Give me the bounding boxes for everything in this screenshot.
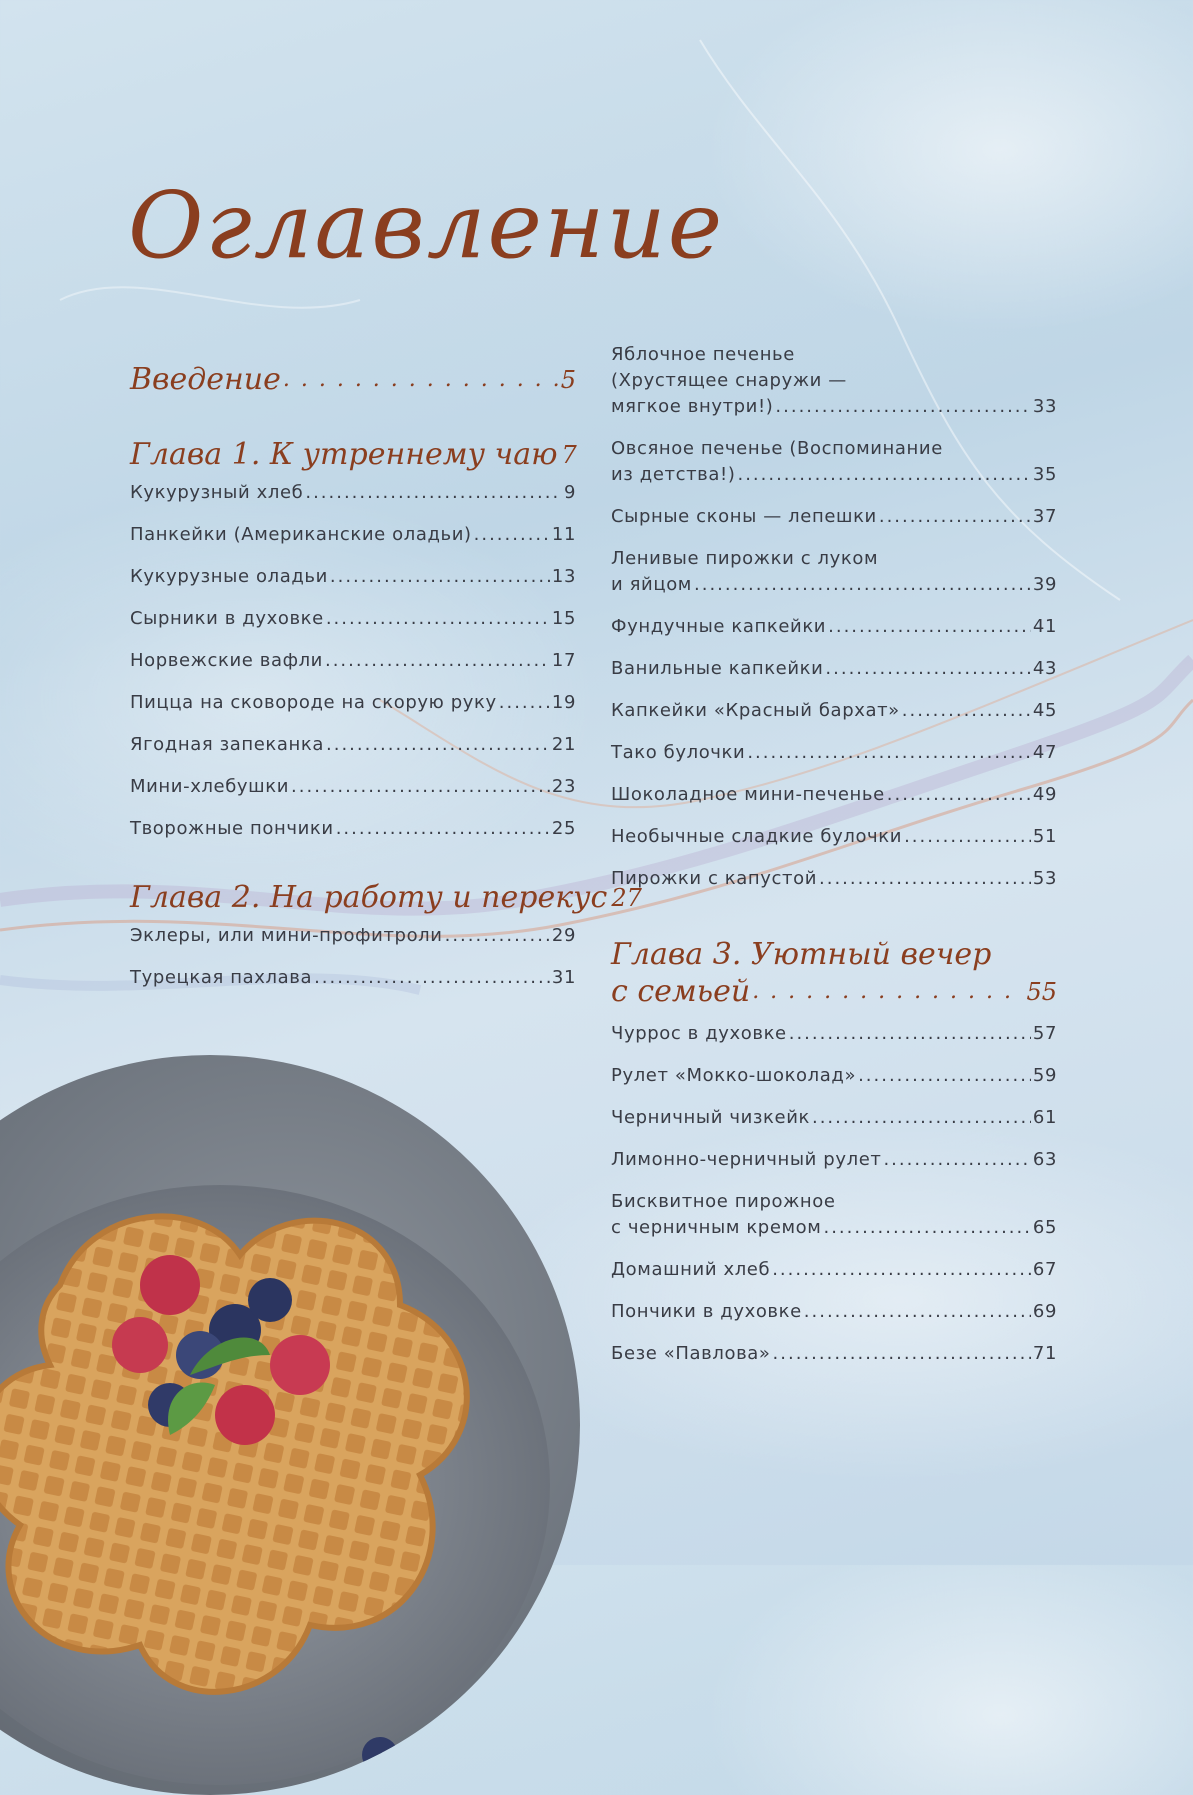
entry-label: Фундучные капкейки: [611, 616, 827, 637]
entry-page: 67: [1032, 1259, 1057, 1280]
entry-page: 31: [551, 967, 576, 988]
toc-left-column: [130, 360, 642, 991]
entry-page: 13: [551, 566, 576, 587]
entry-label-line: (Хрустящее снаружи —: [611, 370, 847, 391]
entry-label: Безе «Павлова»: [611, 1343, 771, 1364]
entry-label-line: Ленивые пирожки с луком: [611, 548, 879, 569]
dot-leader: [445, 923, 550, 949]
dot-leader: [887, 782, 1031, 808]
dot-leader: [883, 1147, 1030, 1173]
entry-label-line: Бисквитное пирожное: [611, 1191, 836, 1212]
entry-page: 71: [1032, 1343, 1057, 1364]
chapter-1-label: Глава 1. К утреннему чаю: [130, 437, 558, 472]
entry-label-line: с черничным кремом: [611, 1217, 822, 1238]
toc-entry[interactable]: [130, 480, 576, 506]
toc-entry[interactable]: [130, 923, 576, 949]
toc-entry[interactable]: [130, 816, 576, 842]
toc-intro-label: Введение: [130, 362, 281, 397]
dot-leader: [819, 866, 1031, 892]
toc-chapter-3[interactable]: [611, 938, 1057, 1009]
entry-page: 61: [1032, 1107, 1057, 1128]
dot-leader: [737, 462, 1030, 488]
entry-label: Пончики в духовке: [611, 1301, 802, 1322]
toc-entry[interactable]: [130, 606, 576, 632]
entry-page: 17: [551, 650, 576, 671]
toc-entry[interactable]: [611, 342, 1057, 420]
toc-entry[interactable]: [611, 782, 1057, 808]
entry-page: 41: [1032, 616, 1057, 637]
entry-page: 39: [1032, 574, 1057, 595]
toc-entry[interactable]: [130, 732, 576, 758]
dot-leader: [752, 972, 1024, 1009]
chapter-2-label: Глава 2. На работу и перекус: [130, 880, 608, 915]
dot-leader: [326, 732, 550, 758]
entry-label: Лимонно-черничный рулет: [611, 1149, 882, 1170]
dot-leader: [804, 1299, 1031, 1325]
dot-leader: [474, 522, 550, 548]
toc-entry[interactable]: [130, 690, 576, 716]
toc-chapter-1[interactable]: [130, 435, 576, 472]
toc-entry[interactable]: [611, 824, 1057, 850]
dot-leader: [499, 690, 550, 716]
dot-leader: [326, 606, 550, 632]
entry-page: 43: [1032, 658, 1057, 679]
entry-page: 33: [1032, 396, 1057, 417]
dot-leader: [772, 1257, 1031, 1283]
dot-leader: [694, 572, 1031, 598]
dot-leader: [828, 614, 1031, 640]
entry-page: 69: [1032, 1301, 1057, 1322]
toc-entry[interactable]: [611, 1257, 1057, 1283]
toc-entry[interactable]: [130, 965, 576, 991]
entry-page: 63: [1032, 1149, 1057, 1170]
dot-leader: [879, 504, 1031, 530]
dot-leader: [775, 394, 1030, 420]
entry-label: Ванильные капкейки: [611, 658, 824, 679]
entry-label: Норвежские вафли: [130, 650, 323, 671]
entry-label: Турецкая пахлава: [130, 967, 313, 988]
entry-label: Творожные пончики: [130, 818, 334, 839]
dot-leader: [330, 564, 550, 590]
entry-label: Домашний хлеб: [611, 1259, 771, 1280]
entry-page: 65: [1032, 1217, 1057, 1238]
toc-intro-page: 5: [560, 366, 576, 394]
dot-leader: [773, 1341, 1031, 1367]
entry-label: Эклеры, или мини-профитроли: [130, 925, 443, 946]
toc-entry[interactable]: [130, 648, 576, 674]
toc-entry[interactable]: [611, 614, 1057, 640]
chapter-3-label-line-2: с семьей: [611, 974, 751, 1009]
toc-entry[interactable]: [130, 564, 576, 590]
entry-label: Черничный чизкейк: [611, 1107, 810, 1128]
toc-entry[interactable]: [611, 656, 1057, 682]
toc-entry[interactable]: [611, 1021, 1057, 1047]
entry-page: 11: [551, 524, 576, 545]
entry-page: 57: [1032, 1023, 1057, 1044]
entry-label-line: Яблочное печенье: [611, 344, 795, 365]
chapter-3-list: [611, 1021, 1057, 1367]
entry-label: Кукурузный хлеб: [130, 482, 304, 503]
toc-entry[interactable]: [130, 522, 576, 548]
chapter-3-label-line-1: Глава 3. Уютный вечер: [611, 937, 992, 972]
entry-page: 25: [551, 818, 576, 839]
entry-page: 23: [551, 776, 576, 797]
toc-right-column: [611, 342, 1057, 1367]
chapter-2-list: [130, 923, 576, 991]
entry-page: 35: [1032, 464, 1057, 485]
dot-leader: [305, 480, 562, 506]
toc-entry[interactable]: [611, 1147, 1057, 1173]
page-title: Оглавление: [128, 172, 725, 279]
entry-page: 19: [551, 692, 576, 713]
entry-label: Кукурузные оладьи: [130, 566, 328, 587]
entry-page: 53: [1032, 868, 1057, 889]
entry-page: 37: [1032, 506, 1057, 527]
toc-chapter-2[interactable]: [130, 878, 642, 915]
chapter-3-page: 55: [1026, 978, 1057, 1006]
entry-page: 49: [1032, 784, 1057, 805]
entry-label: Пирожки с капустой: [611, 868, 818, 889]
dot-leader: [825, 656, 1030, 682]
entry-page: 9: [563, 482, 576, 503]
entry-page: 15: [551, 608, 576, 629]
entry-page: 29: [551, 925, 576, 946]
dot-leader: [747, 740, 1031, 766]
toc-entry[interactable]: [611, 740, 1057, 766]
toc-entry[interactable]: [611, 1105, 1057, 1131]
entry-label: Сырники в духовке: [130, 608, 324, 629]
dot-leader: [902, 698, 1031, 724]
entry-label: Шоколадное мини-печенье: [611, 784, 885, 805]
toc-entry[interactable]: [611, 1063, 1057, 1089]
toc-entry[interactable]: [611, 1341, 1057, 1367]
chapter-2-page: 27: [611, 884, 642, 912]
toc-entry[interactable]: [611, 546, 1057, 598]
toc-entry[interactable]: [611, 866, 1057, 892]
entry-label: Рулет «Мокко-шоколад»: [611, 1065, 857, 1086]
dot-leader: [789, 1021, 1031, 1047]
entry-label: Пицца на сковороде на скорую руку: [130, 692, 497, 713]
entry-label: Сырные сконы — лепешки: [611, 506, 877, 527]
chapter-1-page: 7: [561, 441, 577, 469]
entry-page: 59: [1032, 1065, 1057, 1086]
entry-label: Капкейки «Красный бархат»: [611, 700, 900, 721]
toc-entry[interactable]: [130, 774, 576, 800]
dot-leader: [858, 1063, 1031, 1089]
entry-label: Чуррос в духовке: [611, 1023, 787, 1044]
toc-entry[interactable]: [611, 698, 1057, 724]
entry-label: Необычные сладкие булочки: [611, 826, 903, 847]
dot-leader: [291, 774, 550, 800]
toc-entry[interactable]: [611, 504, 1057, 530]
dot-leader: [325, 648, 550, 674]
dot-leader: [283, 360, 559, 397]
entry-label-line: и яйцом: [611, 574, 692, 595]
dot-leader: [812, 1105, 1031, 1131]
toc-entry[interactable]: [611, 436, 1057, 488]
dot-leader: [904, 824, 1031, 850]
entry-label-line: мягкое внутри!): [611, 396, 774, 417]
entry-label: Мини-хлебушки: [130, 776, 290, 797]
entry-page: 51: [1032, 826, 1057, 847]
toc-entry[interactable]: [611, 1189, 1057, 1241]
entry-page: 21: [551, 734, 576, 755]
entry-label: Панкейки (Американские оладьи): [130, 524, 472, 545]
chapter-1-list: [130, 480, 576, 842]
entry-page: 47: [1032, 742, 1057, 763]
dot-leader: [336, 816, 550, 842]
toc-entry[interactable]: [611, 1299, 1057, 1325]
waffles-photo: [0, 1055, 580, 1795]
entry-label-line: из детства!): [611, 464, 736, 485]
entry-label-line: Овсяное печенье (Воспоминание: [611, 438, 943, 459]
entry-page: 45: [1032, 700, 1057, 721]
toc-intro[interactable]: [130, 360, 576, 397]
entry-label: Ягодная запеканка: [130, 734, 324, 755]
dot-leader: [823, 1215, 1030, 1241]
entry-label: Тако булочки: [611, 742, 746, 763]
dot-leader: [314, 965, 550, 991]
